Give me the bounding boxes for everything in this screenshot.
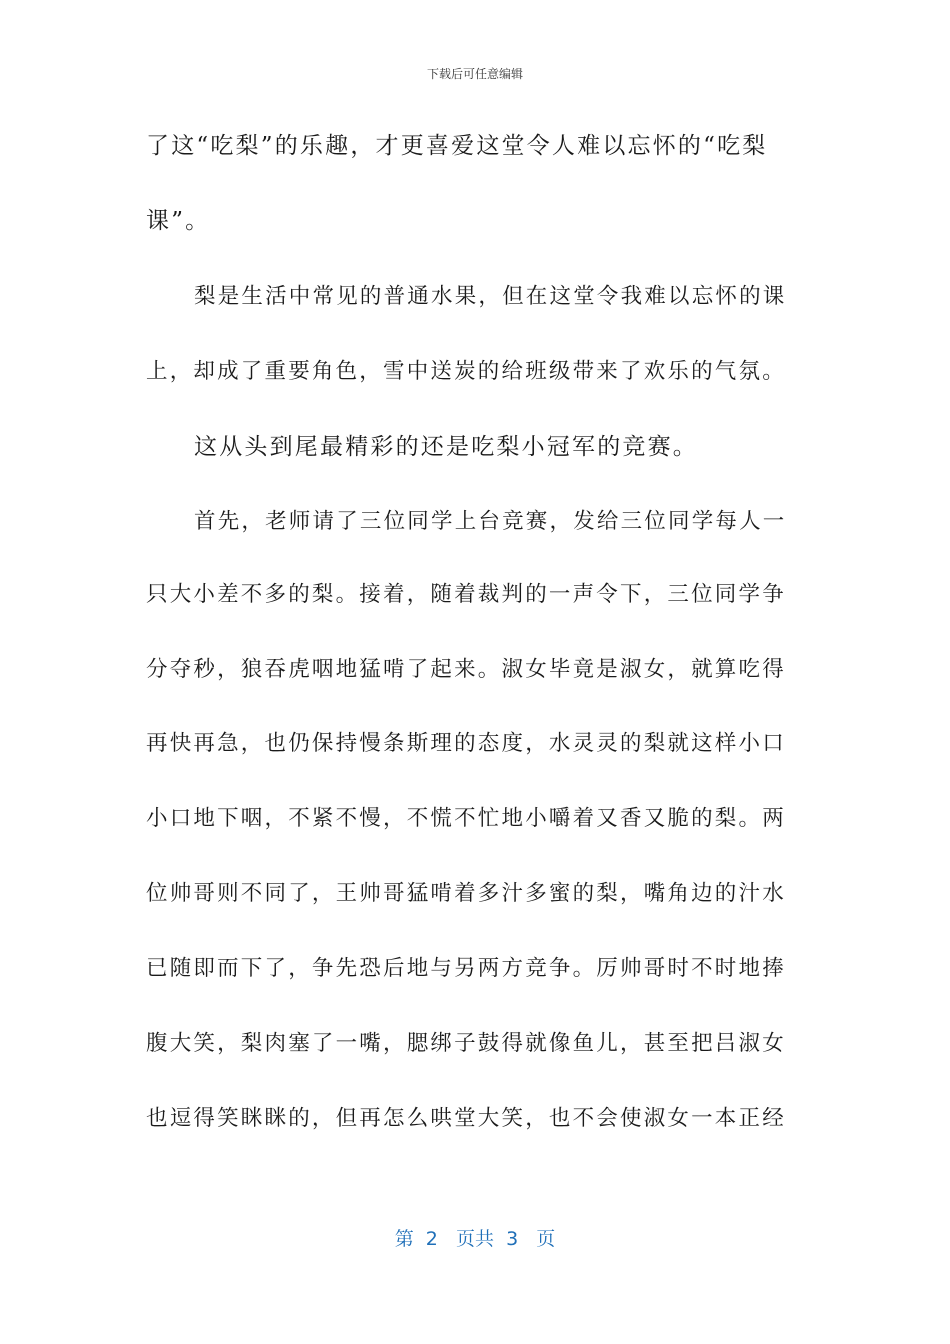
text-line: 只大小差不多的梨。接着，随着裁判的一声令下，三位同学争 (146, 582, 786, 607)
text-line: 梨是生活中常见的普通水果，但在这堂令我难以忘怀的课 (194, 284, 787, 309)
text-line: 上，却成了重要角色，雪中送炭的给班级带来了欢乐的气氛。 (146, 359, 786, 384)
text-line: 课”。 (146, 208, 211, 234)
text-line: 这从头到尾最精彩的还是吃梨小冠军的竞赛。 (194, 434, 698, 460)
text-line: 首先，老师请了三位同学上台竞赛，发给三位同学每人一 (194, 509, 787, 534)
page-number: 第 2 页共 3 页 (394, 1228, 556, 1250)
text-line: 再快再急，也仍保持慢条斯理的态度，水灵灵的梨就这样小口 (146, 731, 786, 756)
text-line: 也逗得笑眯眯的，但再怎么哄堂大笑，也不会使淑女一本正经 (146, 1106, 786, 1131)
text-line: 已随即而下了，争先恐后地与另两方竞争。厉帅哥时不时地捧 (146, 956, 786, 981)
text-line: 了这“吃梨”的乐趣，才更喜爱这堂令人难以忘怀的“吃梨 (146, 133, 768, 159)
text-line: 位帅哥则不同了，王帅哥猛啃着多汁多蜜的梨，嘴角边的汁水 (146, 881, 786, 906)
text-line: 分夺秒，狼吞虎咽地猛啃了起来。淑女毕竟是淑女，就算吃得 (146, 657, 786, 682)
text-line: 小口地下咽，不紧不慢，不慌不忙地小嚼着又香又脆的梨。两 (146, 806, 786, 831)
page-header: 下载后可任意编辑 (426, 67, 523, 81)
text-line: 腹大笑，梨肉塞了一嘴，腮绑子鼓得就像鱼儿，甚至把吕淑女 (146, 1031, 786, 1056)
